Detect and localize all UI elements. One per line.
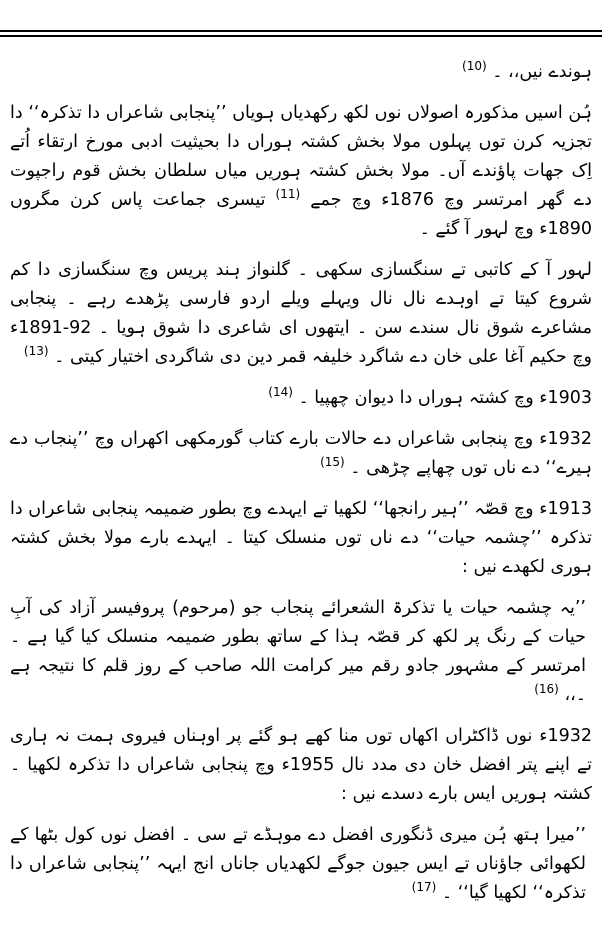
paragraph-5 xyxy=(10,425,592,483)
paragraph-text: ہوندے نیں،، ۔ xyxy=(492,62,592,82)
block-quote-1 xyxy=(10,594,592,710)
paragraph-text: 1913ء وچ قصّہ ’’ہیر رانجھا‘‘ لکھیا تے ایہدے وچ بطور ضمیمہ پنجابی شاعراں دا تذکرہ ’’چشمہ حیات‘‘ دے ناں توں منسلک کیتا ۔ ایہدے بارے مولا بخش کشتہ ہوری لکھدے نیں : xyxy=(10,499,592,577)
paragraph-text: لہور آ کے کاتبی تے سنگسازی سکھی ۔ گلنواز ہند پریس وچ سنگسازی دا کم شروع کیتا تے اوہدے نال نال ویہلے ویلے اردو فارسی پڑھدے رہے ۔ پنجابی مشاعرے شوق نال سندے سن ۔ ایتھوں ای شاعری دا شوق ہویا ۔ 92-1891ء وچ حکیم آغا علی خان دے شاگرد خلیفہ قمر دین دی شاگردی اختیار کیتی ۔ xyxy=(10,260,592,367)
paragraph-3 xyxy=(10,256,592,372)
footnote-marker: (13) xyxy=(23,344,49,359)
footnote-marker: (10) xyxy=(462,59,487,74)
footnote-marker: (17) xyxy=(411,880,437,895)
footnote-marker: (15) xyxy=(320,455,345,470)
header-rule-bottom xyxy=(0,35,602,37)
block-quote-2 xyxy=(10,821,592,908)
quote-text: ’’میرا ہتھ ہُن میری ڈنگوری افضل دے موہڈے تے سی ۔ افضل نوں کول بٹھا کے لکھوائی جاؤناں تے ایس جیون جوگے لکھدیاں جاناں انج ایہہ ’’پنجابی شاعراں دا تذکرہ‘‘ لکھیا گیا‘‘ ۔ xyxy=(10,825,586,903)
quote-text: ’’یہ چشمہ حیات یا تذکرۃ الشعرائے پنجاب جو (مرحوم) پروفیسر آزاد کی آبِ حیات کے رنگ پر لکھ کر قصّہ ہذا کے ساتھ بطور ضمیمہ منسلک کیا گیا ہے ۔ امرتسر کے مشہور جادو رقم میر کرامت اللہ صاحب کے روز قلم کا نتیجہ ہے ۔،، xyxy=(10,598,586,705)
footnote-marker: (14) xyxy=(268,385,293,400)
paragraph-text: 1932ء نوں ڈاکٹراں اکھاں توں منا کھے ہو گئے پر اوہناں فیروی ہمت نہ ہاری تے اپنے پتر افضل خان دی مدد نال 1955ء وچ پنجابی شاعراں دا تذکرہ لکھیا ۔ کشتہ ہوریں ایس بارے دسدے نیں : xyxy=(10,726,592,804)
header-rule-top xyxy=(0,30,602,32)
paragraph-text: ہُن اسیں مذکورہ اصولاں نوں لکھ رکھدیاں ہویاں ’’پنجابی شاعراں دا تذکرہ‘‘ دا تجزیہ کرن توں پہلوں مولا بخش کشتہ ہوراں دا بحیثیت ادبی مورخ ارتقاء اُتے اِک جھات پاؤندے آں۔ مولا بخش کشتہ ہوریں میاں سلطان بخش قوم راجپوت دے گھر امرتسر وچ 1876ء وچ جمے xyxy=(10,103,592,210)
document-body xyxy=(10,58,592,920)
paragraph-text: 1903ء وچ کشتہ ہوراں دا دیوان چھپیا ۔ xyxy=(298,388,592,408)
paragraph-8 xyxy=(10,722,592,809)
paragraph-2 xyxy=(10,99,592,244)
paragraph-text-continued: تیسری جماعت پاس کرن مگروں 1890ء وچ لہور آ گئے ۔ xyxy=(10,190,592,239)
paragraph-1 xyxy=(10,58,592,87)
footnote-marker: (16) xyxy=(534,682,559,697)
paragraph-6 xyxy=(10,495,592,582)
paragraph-text: 1932ء وچ پنجابی شاعراں دے حالات بارے کتاب گورمکھی اکھراں وچ ’’پنجاب دے ہیرے‘‘ دے ناں توں چھاپے چڑھی ۔ xyxy=(10,429,592,478)
paragraph-4 xyxy=(10,384,592,413)
footnote-marker: (11) xyxy=(275,187,301,202)
